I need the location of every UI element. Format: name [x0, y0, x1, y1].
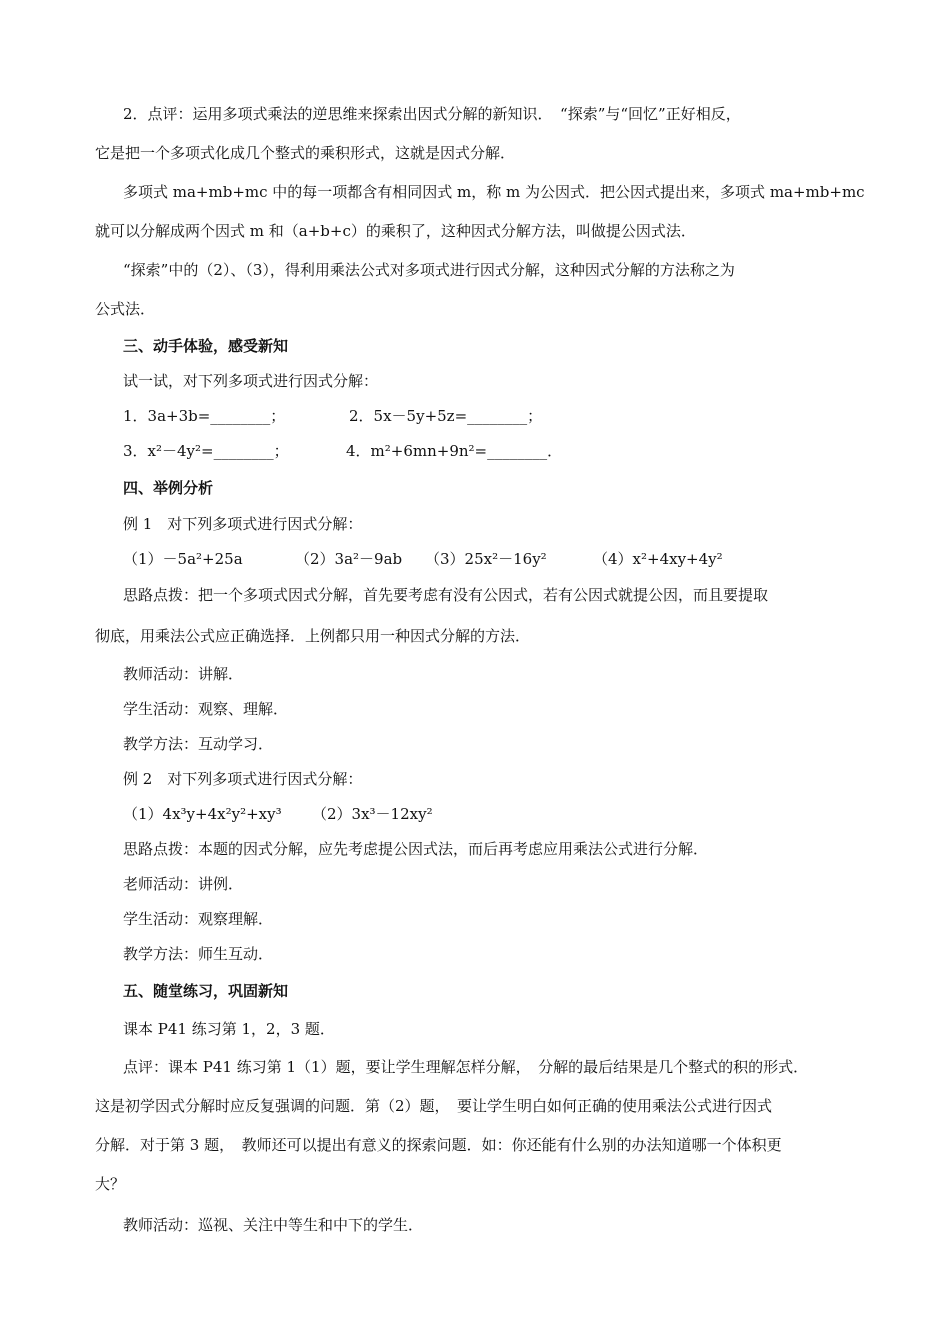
example-2-part-1: （1）4x³y+4x²y²+xy³ [123, 805, 282, 823]
example-1-title: 例 1 对下列多项式进行因式分解： [123, 515, 363, 533]
paragraph-line: 多项式 ma+mb+mc 中的每一项都含有相同因式 m，称 m 为公因式．把公因式提出来，多项式 ma+mb+mc [123, 183, 865, 201]
paragraph-line: 点评：课本 P41 练习第 1（1）题，要让学生理解怎样分解， 分解的最后结果是几个整式的积的形式． [123, 1058, 809, 1076]
section-heading-3: 三、动手体验，感受新知 [123, 337, 289, 355]
paragraph-line: 它是把一个多项式化成几个整式的乘积形式，这就是因式分解． [95, 144, 516, 162]
section-heading-4: 四、举例分析 [123, 479, 214, 497]
example-1-part-3: （3）25x²－16y² [425, 550, 547, 568]
example-2-part-2: （2）3x³－12xy² [312, 805, 433, 823]
paragraph-line: 教学方法：师生互动． [123, 945, 274, 963]
paragraph-line: 彻底，用乘法公式应正确选择．上例都只用一种因式分解的方法． [95, 627, 531, 645]
paragraph-line: 大？ [95, 1175, 126, 1193]
example-2-title: 例 2 对下列多项式进行因式分解： [123, 770, 363, 788]
paragraph-line: 分解．对于第 3 题， 教师还可以提出有意义的探索问题．如：你还能有什么别的办法知道哪一个体积更 [95, 1136, 782, 1154]
exercise-4: 4．m²+6mn+9n²=________． [346, 442, 563, 460]
paragraph-line: 就可以分解成两个因式 m 和（a+b+c）的乘积了，这种因式分解方法，叫做提公因式法． [95, 222, 696, 240]
exercise-3: 3．x²－4y²=________； [123, 442, 289, 460]
paragraph-line: 教学方法：互动学习． [123, 735, 274, 753]
paragraph-line: 学生活动：观察理解． [123, 910, 274, 928]
paragraph-line: 公式法． [95, 300, 156, 318]
paragraph-line: 教师活动：巡视、关注中等生和中下的学生． [123, 1216, 424, 1234]
paragraph-line: 2．点评：运用多项式乘法的逆思维来探索出因式分解的新知识． “探索”与“回忆”正好相反， [123, 105, 741, 123]
exercise-1: 1．3a+3b=________； [123, 407, 286, 425]
paragraph-line: 思路点拨：把一个多项式因式分解，首先要考虑有没有公因式，若有公因式就提公因，而且要提取 [123, 586, 769, 604]
paragraph-line: 试一试，对下列多项式进行因式分解： [123, 372, 379, 390]
exercise-2: 2．5x－5y+5z=________； [349, 407, 543, 425]
paragraph-line: 老师活动：讲例． [123, 875, 244, 893]
section-heading-5: 五、随堂练习，巩固新知 [123, 982, 289, 1000]
paragraph-line: 教师活动：讲解． [123, 665, 244, 683]
paragraph-line: 课本 P41 练习第 1，2，3 题． [123, 1020, 335, 1038]
paragraph-line: “探索”中的（2）、（3），得利用乘法公式对多项式进行因式分解，这种因式分解的方法称之为 [123, 261, 735, 279]
paragraph-line: 这是初学因式分解时应反复强调的问题．第（2）题， 要让学生明白如何正确的使用乘法公式进行因式 [95, 1097, 773, 1115]
paragraph-line: 学生活动：观察、理解． [123, 700, 289, 718]
example-1-part-4: （4）x²+4xy+4y² [593, 550, 723, 568]
example-1-part-1: （1）－5a²+25a [123, 550, 243, 568]
example-1-part-2: （2）3a²－9ab [295, 550, 403, 568]
paragraph-line: 思路点拨：本题的因式分解，应先考虑提公因式法，而后再考虑应用乘法公式进行分解． [123, 840, 709, 858]
